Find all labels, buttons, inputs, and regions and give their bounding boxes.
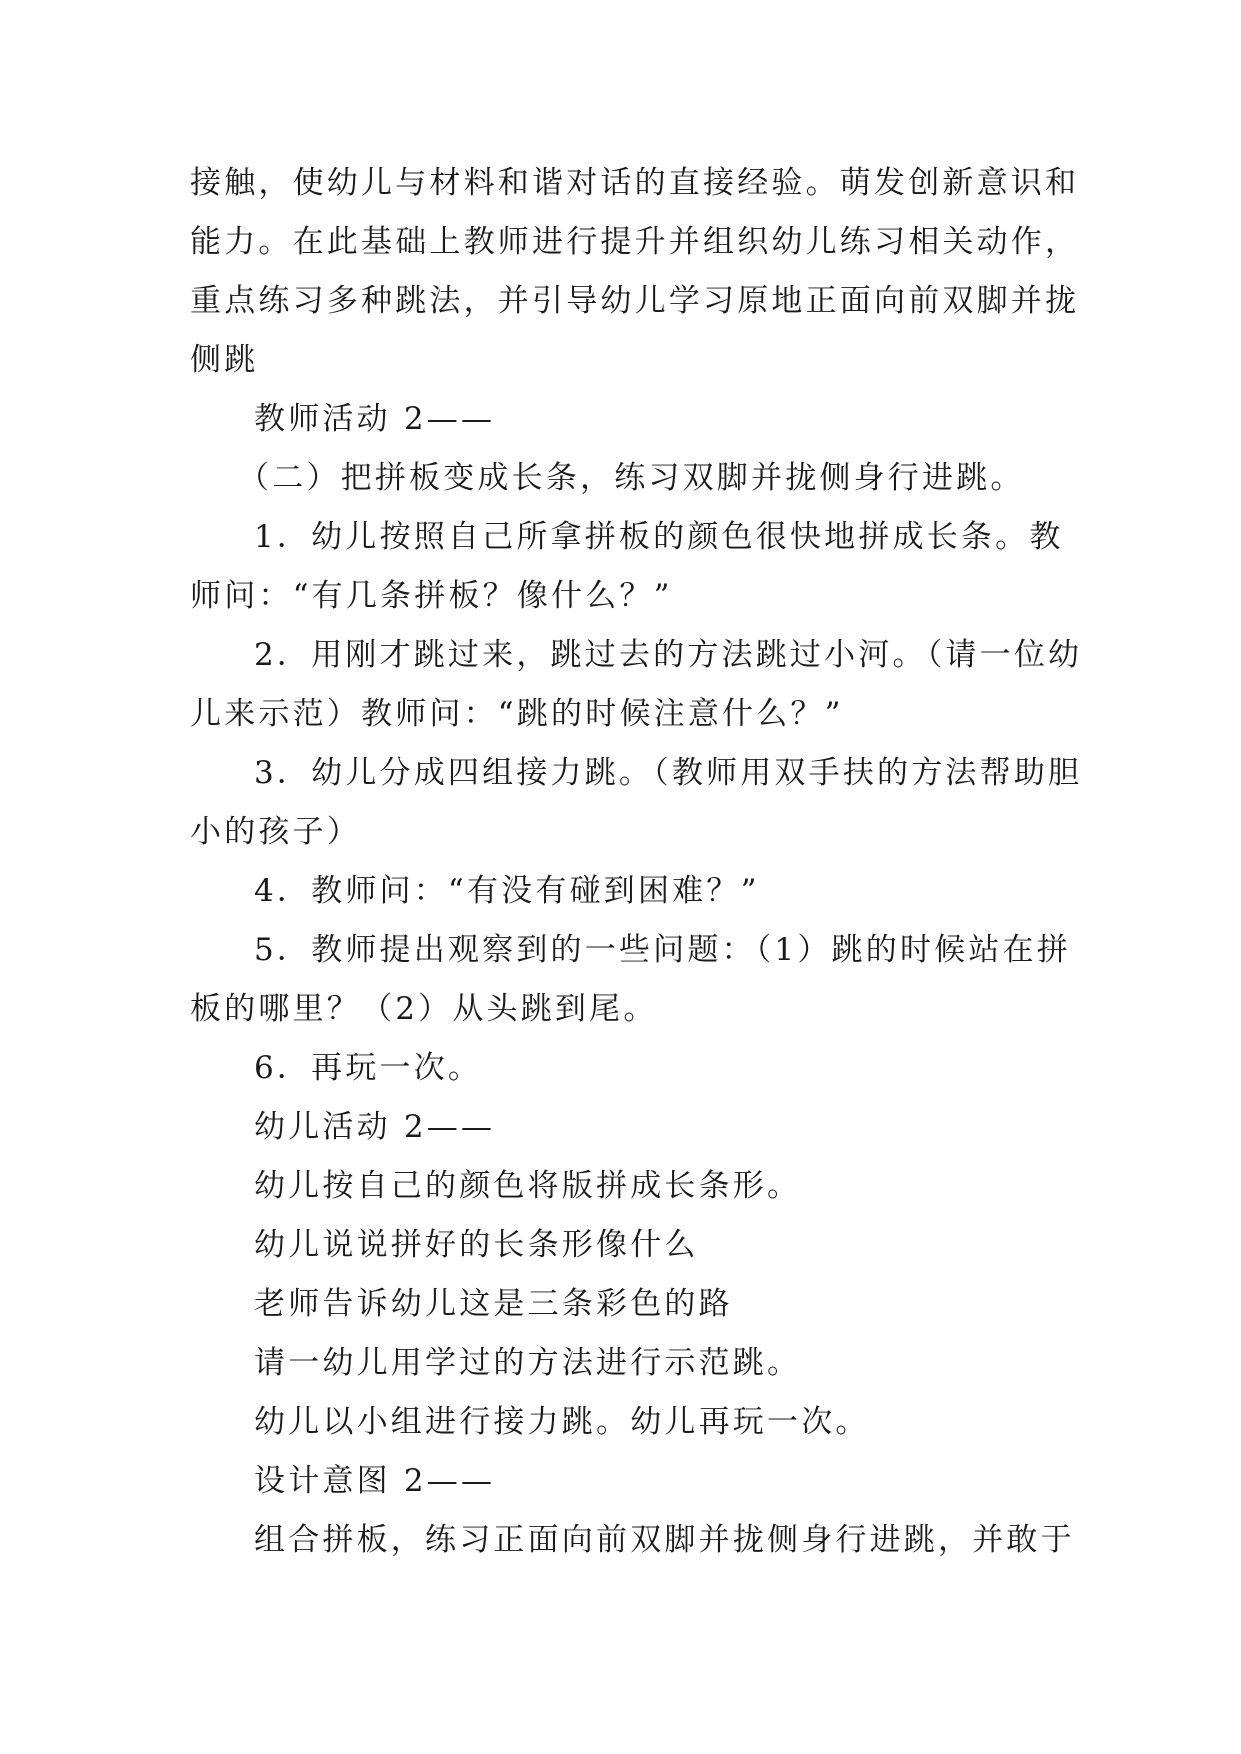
list-item-6: 6．再玩一次。 <box>254 1050 483 1086</box>
paragraph-line: 老师告诉幼儿这是三条彩色的路 <box>254 1286 733 1322</box>
paragraph-line: 能力。在此基础上教师进行提升并组织幼儿练习相关动作， <box>190 224 1080 260</box>
section-heading-child-activity: 幼儿活动 2—— <box>254 1109 496 1145</box>
list-item-1-continued: 师问：“有几条拼板？像什么？” <box>190 578 673 614</box>
list-item-2-continued: 儿来示范）教师问：“跳的时候注意什么？” <box>190 696 844 732</box>
list-item-4: 4．教师问：“有没有碰到困难？” <box>254 873 760 909</box>
paragraph-line: 组合拼板，练习正面向前双脚并拢侧身行进跳，并敢于 <box>254 1522 1075 1558</box>
list-item-3: 3．幼儿分成四组接力跳。（教师用双手扶的方法帮助胆 <box>254 755 1083 791</box>
paragraph-line: 侧跳 <box>190 342 259 378</box>
paragraph-line: 幼儿以小组进行接力跳。幼儿再玩一次。 <box>254 1404 870 1440</box>
paragraph-line: 接触，使幼儿与材料和谐对话的直接经验。萌发创新意识和 <box>190 165 1080 201</box>
section-heading-part-two: （二）把拼板变成长条，练习双脚并拢侧身行进跳。 <box>238 460 1025 496</box>
paragraph-line: 幼儿按自己的颜色将版拼成长条形。 <box>254 1168 802 1204</box>
paragraph-line: 重点练习多种跳法，并引导幼儿学习原地正面向前双脚并拢 <box>190 283 1080 319</box>
paragraph-line: 幼儿说说拼好的长条形像什么 <box>254 1227 699 1263</box>
list-item-3-continued: 小的孩子） <box>190 814 361 850</box>
document-body <box>190 154 1083 1570</box>
paragraph-line: 请一幼儿用学过的方法进行示范跳。 <box>254 1345 802 1381</box>
section-heading-design-intent: 设计意图 2—— <box>254 1463 496 1499</box>
list-item-5: 5．教师提出观察到的一些问题：（1）跳的时候站在拼 <box>254 932 1071 968</box>
list-item-5-continued: 板的哪里？（2）从头跳到尾。 <box>190 991 658 1027</box>
list-item-1: 1．幼儿按照自己所拿拼板的颜色很快地拼成长条。教 <box>254 519 1064 555</box>
list-item-2: 2．用刚才跳过来，跳过去的方法跳过小河。（请一位幼 <box>254 637 1083 673</box>
section-heading-teacher-activity: 教师活动 2—— <box>254 401 496 437</box>
